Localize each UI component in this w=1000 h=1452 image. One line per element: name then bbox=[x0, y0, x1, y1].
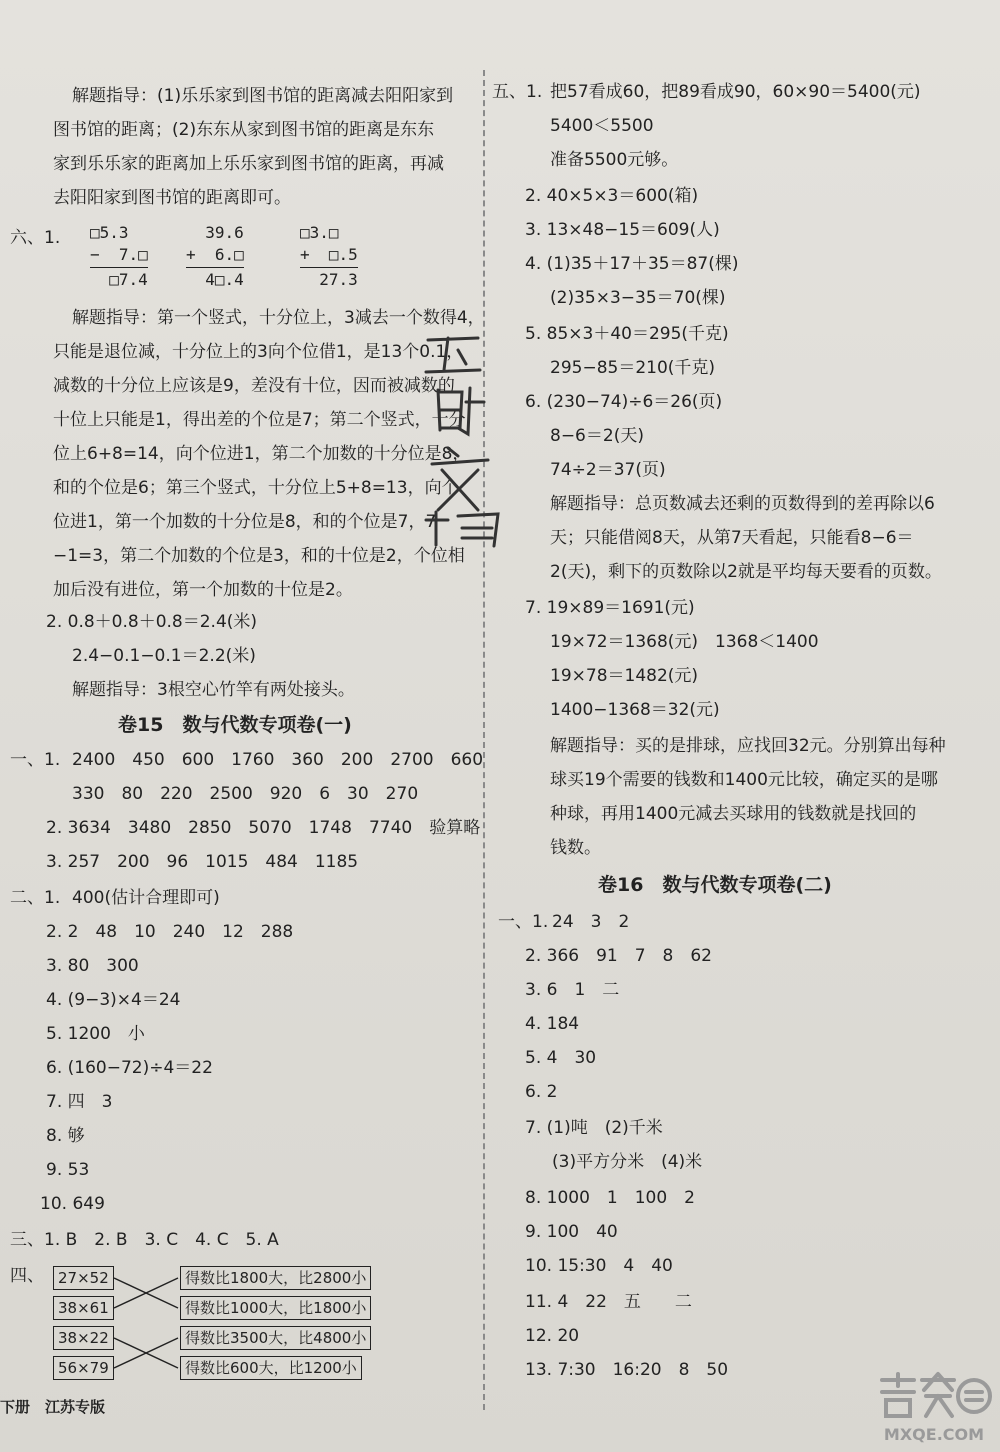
vertical-calc-1: □5.3 − 7.□ □7.4 bbox=[90, 223, 148, 289]
answer-line: 13. 7:30 16:20 8 50 bbox=[525, 1360, 729, 1380]
answer-line: 19×72＝1368(元) 1368＜1400 bbox=[550, 632, 819, 652]
hint-line: 种球，再用1400元减去买球用的钱数就是找回的 bbox=[550, 804, 917, 824]
answer-line: 11. 4 22 五 二 bbox=[525, 1292, 692, 1312]
hint-line: 解题指导：总页数减去还剩的页数得到的差再除以6 bbox=[550, 494, 935, 514]
match-left-item: 38×22 bbox=[53, 1326, 114, 1350]
answer-line: 2. 3634 3480 2850 5070 1748 7740 验算略 bbox=[46, 818, 481, 838]
answer-line: 7. 四 3 bbox=[46, 1092, 113, 1112]
answer-line: 5. 1200 小 bbox=[46, 1024, 145, 1044]
answer-line: 1400−1368＝32(元) bbox=[550, 700, 720, 720]
answer-line: 5. 4 30 bbox=[525, 1048, 597, 1068]
hint-line: 和的个位是6；第三个竖式，十分位上5+8=13，向个 bbox=[53, 478, 459, 498]
section-label: 五、1. bbox=[492, 82, 543, 102]
answer-line: 8. 1000 1 100 2 bbox=[525, 1188, 695, 1208]
vertical-calc-2: 39.6 + 6.□ 4□.4 bbox=[186, 223, 244, 289]
answer-line: 19×78＝1482(元) bbox=[550, 666, 699, 686]
match-lines bbox=[112, 1266, 180, 1386]
answer-line: 2. 2 48 10 240 12 288 bbox=[46, 922, 294, 942]
handwriting-mark bbox=[418, 320, 508, 550]
section-title-16: 卷16 数与代数专项卷(二) bbox=[598, 874, 832, 896]
hint-line: 解题指导：第一个竖式，十分位上，3减去一个数得4， bbox=[72, 308, 485, 328]
hint-line: 位进1，第一个加数的十分位是8，和的个位是7，7 bbox=[53, 512, 437, 532]
answer-line: 9. 100 40 bbox=[525, 1222, 618, 1242]
match-right-item: 得数比1000大，比1800小 bbox=[180, 1296, 371, 1320]
vertical-calc-3: □3.□ + □.5 27.3 bbox=[300, 223, 358, 289]
answer-line: 3. 6 1 二 bbox=[525, 980, 620, 1000]
answer-line: 2. 0.8＋0.8＋0.8＝2.4(米) bbox=[46, 612, 258, 632]
column-divider bbox=[483, 70, 485, 1410]
answer-line: 6. (230−74)÷6＝26(页) bbox=[525, 392, 723, 412]
answer-line: 3. 13×48−15＝609(人) bbox=[525, 220, 720, 240]
answer-line: 2. 40×5×3＝600(箱) bbox=[525, 186, 699, 206]
hint-line: 天；只能借阅8天，从第7天看起，只能看8−6＝ bbox=[550, 528, 914, 548]
hint-line: 位上6+8=14，向个位进1，第二个加数的十分位是8， bbox=[53, 444, 470, 464]
answer-line: 准备5500元够。 bbox=[550, 150, 679, 170]
hint-line: 只能是退位减，十分位上的3向个位借1，是13个0.1， bbox=[53, 342, 464, 362]
match-right-item: 得数比1800大，比2800小 bbox=[180, 1266, 371, 1290]
match-left-item: 27×52 bbox=[53, 1266, 114, 1290]
answer-line: 4. (9−3)×4＝24 bbox=[46, 990, 181, 1010]
answer-line: 4. (1)35＋17＋35＝87(棵) bbox=[525, 254, 739, 274]
hint-line: 球买19个需要的钱数和1400元比较，确定买的是哪 bbox=[550, 770, 938, 790]
answer-line: 295−85＝210(千克) bbox=[550, 358, 716, 378]
match-left-item: 38×61 bbox=[53, 1296, 114, 1320]
answer-line: 10. 15:30 4 40 bbox=[525, 1256, 673, 1276]
hint-line: 减数的十分位上应该是9，差没有十位，因而被减数的 bbox=[53, 376, 455, 396]
match-right-item: 得数比3500大，比4800小 bbox=[180, 1326, 371, 1350]
answer-line: 3. 80 300 bbox=[46, 956, 139, 976]
match-right-item: 得数比600大，比1200小 bbox=[180, 1356, 362, 1380]
answer-line: 24 3 2 bbox=[552, 912, 630, 932]
hint-line: 钱数。 bbox=[550, 838, 601, 858]
hint-line: 家到乐乐家的距离加上乐乐家到图书馆的距离，再减 bbox=[53, 154, 444, 174]
answer-line: 5400＜5500 bbox=[550, 116, 654, 136]
answer-line: 400(估计合理即可) bbox=[72, 888, 220, 908]
answer-line: 2.4−0.1−0.1＝2.2(米) bbox=[72, 646, 256, 666]
answer-line: 把57看成60，把89看成90，60×90＝5400(元) bbox=[550, 82, 921, 102]
answer-line: 9. 53 bbox=[46, 1160, 90, 1180]
section-label: 一、1. bbox=[498, 912, 549, 932]
hint-line: 加后没有进位，第一个加数的十位是2。 bbox=[53, 580, 353, 600]
answer-line: 74÷2＝37(页) bbox=[550, 460, 666, 480]
hint-line: 解题指导：3根空心竹竿有两处接头。 bbox=[72, 680, 355, 700]
answer-line: 8−6＝2(天) bbox=[550, 426, 644, 446]
answer-line: 12. 20 bbox=[525, 1326, 580, 1346]
section-four-label: 四、 bbox=[10, 1266, 44, 1286]
hint-line: 2(天)，剩下的页数除以2就是平均每天要看的页数。 bbox=[550, 562, 942, 582]
watermark-url: MXQE.COM bbox=[883, 1425, 985, 1444]
answer-line: (3)平方分米 (4)米 bbox=[552, 1152, 703, 1172]
section-label: 二、1. bbox=[10, 888, 61, 908]
section-title-15: 卷15 数与代数专项卷(一) bbox=[118, 714, 352, 736]
hint-line: 去阳阳家到图书馆的距离即可。 bbox=[53, 188, 291, 208]
page-footer: 下册 江苏专版 bbox=[0, 1398, 106, 1416]
answer-line: 2400 450 600 1760 360 200 2700 660 bbox=[72, 750, 484, 770]
hint-line: 解题指导：(1)乐乐家到图书馆的距离减去阳阳家到 bbox=[72, 86, 454, 106]
section-six-label: 六、1. bbox=[10, 228, 61, 248]
hint-line: −1=3，第二个加数的个位是3，和的十位是2，个位相 bbox=[53, 546, 465, 566]
answer-line: 3. 257 200 96 1015 484 1185 bbox=[46, 852, 359, 872]
answer-line: 5. 85×3＋40＝295(千克) bbox=[525, 324, 729, 344]
answer-line: 7. 19×89＝1691(元) bbox=[525, 598, 695, 618]
answer-line: 6. 2 bbox=[525, 1082, 558, 1102]
hint-line: 十位上只能是1，得出差的个位是7；第二个竖式，十分 bbox=[53, 410, 466, 430]
section-label: 一、1. bbox=[10, 750, 61, 770]
answer-line: (2)35×3−35＝70(棵) bbox=[550, 288, 726, 308]
section-three-line: 三、1. B 2. B 3. C 4. C 5. A bbox=[10, 1230, 279, 1250]
answer-line: 10. 649 bbox=[40, 1194, 105, 1214]
answer-line: 7. (1)吨 (2)千米 bbox=[525, 1118, 663, 1138]
hint-line: 解题指导：买的是排球，应找回32元。分别算出每种 bbox=[550, 736, 946, 756]
answer-line: 330 80 220 2500 920 6 30 270 bbox=[72, 784, 419, 804]
answer-line: 8. 够 bbox=[46, 1126, 85, 1146]
answer-line: 4. 184 bbox=[525, 1014, 580, 1034]
hint-line: 图书馆的距离；(2)东东从家到图书馆的距离是东东 bbox=[53, 120, 435, 140]
answer-line: 6. (160−72)÷4＝22 bbox=[46, 1058, 213, 1078]
answer-line: 2. 366 91 7 8 62 bbox=[525, 946, 712, 966]
match-left-item: 56×79 bbox=[53, 1356, 114, 1380]
watermark-logo bbox=[874, 1370, 994, 1446]
